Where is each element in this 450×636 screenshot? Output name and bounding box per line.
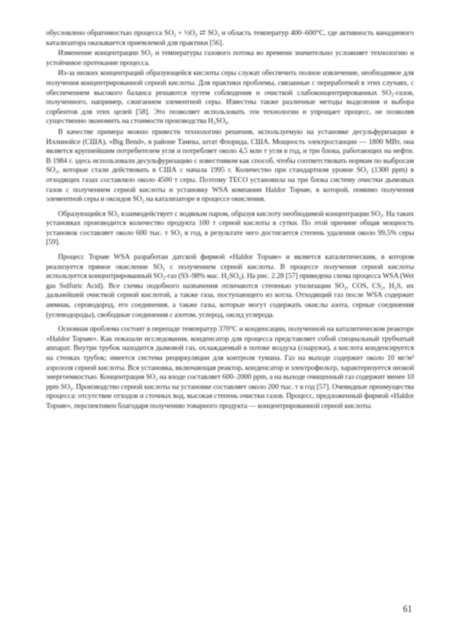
paragraph-5: Образующийся SO₃ взаимодействует с водяным паром, образуя кислоту необходимой концентрации SO₂. На таких установках производится количество продукта 100 т серной кислоты в сутки. По этой причине общая мощность установок составляет около 600 тыс. т SO₂ в год, в результате чего достигается степень удаления около 99,5% серы [59]. — [46, 208, 414, 247]
paragraph-7: Основная проблема состоит в перепаде температур 370°С и конденсации, полученной на каталитическом реакторе «Haldor Topsøe». Как показали исследования, конденсатор для процесса представляет собой специальный трубчатый аппарат. Внутри трубок находится дымовой газ, охлаждаемый в потоке воздуха (снаружи), а кислота конденсируется на стенках трубок; имеется система рециркуляции для контроля тумана. Газ на выходе содержит около 10 мг/м³ аэрозоля серной кислоты. Вся установка, включающая реактор, конденсатор и электрофильтр, характеризуется низкой энергоемкостью. Концентрация SO₂ на входе составляет 600–2000 ppm, а на выходе очищенный газ содержит менее 10 ppm SO₂. Производство серной кислоты на установке составляет около 200 тыс. т в год [57]. Очевидные преимущества процесса: отсутствие отходов и сточных вод, высокая степень очистки газов. Процесс, предложенный фирмой «Haldor Topsøe», перспективен благодаря получению товарного продукта — концентрированной серной кислоты. — [46, 324, 414, 410]
page-number: 61 — [403, 604, 412, 614]
paragraph-1: обусловлено обратимостью процесса SO₂ + ½O₂ ⇄ SO₃ и область температур 400–600°С, где активность ванадиевого катализатора оказывается приемлемой для практики [56]. — [46, 28, 414, 47]
paragraph-3: Из-за низких концентраций образующейся кислоты серы служат обеспечить полное извлечение, необходимое для получения концентрированной серной кислоты. Для практики проблемы, связанные с переработкой в этих случаях, с обеспечением высокого баланса решаются путем соблюдения и очисткой слабоконцентрированных SO₂-газов, полученного, например, сжиганием элементной серы. Известны также различные методы выделения и выбора сорбентов для этих целей [58]. Это позволяет использовать эти технологии и упрощает процесс, не позволяя существенно экономить на стоимости производства H₂SO₄. — [46, 68, 414, 126]
paragraph-4: В качестве примера можно привести технологию решения, используемую на установке десульфуризации в Иллинойсе (США), «Big Bend», в районе Тампы, штат Флорида, США. Мощность электростанции — 1800 МВт, она является крупнейшим потребителем угля и потребляет около 4,5 млн т угля в год, и три блока, работающих на нефти. В 1984 г. здесь использовали десульфуризацию с известняком как способ, чтобы соответствовать нормам по выбросам SO₂, которые стали действовать в США с начала 1995 г. Количество при стандартном уровне SO₂ (1300 ppm) в отходящих газах составляло около 4500 т серы. Поэтому ТЕСО установила на три блока систему очистки дымовых газов с получением серной кислоты и установку WSA компании Haldor Topsøe, в которой, помимо получения элементной серы и оксидов SO₂ на катализаторе в процессе окисления. — [46, 126, 414, 204]
paragraph-2: Изменение концентрации SO₂ и температуры газового потока во времени значительно усложняет технологию и устойчивое протекание процесса. — [46, 48, 414, 67]
paragraph-6: Процесс Topsøe WSA разработан датской фирмой «Haldor Topsøe» и является каталитическим, в котором реализуется прямое окисление SO₂ с получением серной кислоты. В процессе получения серной кислоты используется концентрированный SO₂-газ (93–98% мас. H₂SO₄). На рис. 2.28 [57] приведена схема процесса WSA (Wet gas Sulfuric Acid). Все схемы подобного назначения отличаются степенью утилизации SO₂, COS, CS₂, H₂S, их дальнейшей очисткой серной кислотой, а также газа, поступающего из котла. Отходящий газ после WSA содержит аммиак, сероводород, его соединения, а также газы, которые могут содержать окислы азота, серные соединения (углеводороды), свободные соединения с азотом, углерод, оксид углерода. — [46, 252, 414, 319]
